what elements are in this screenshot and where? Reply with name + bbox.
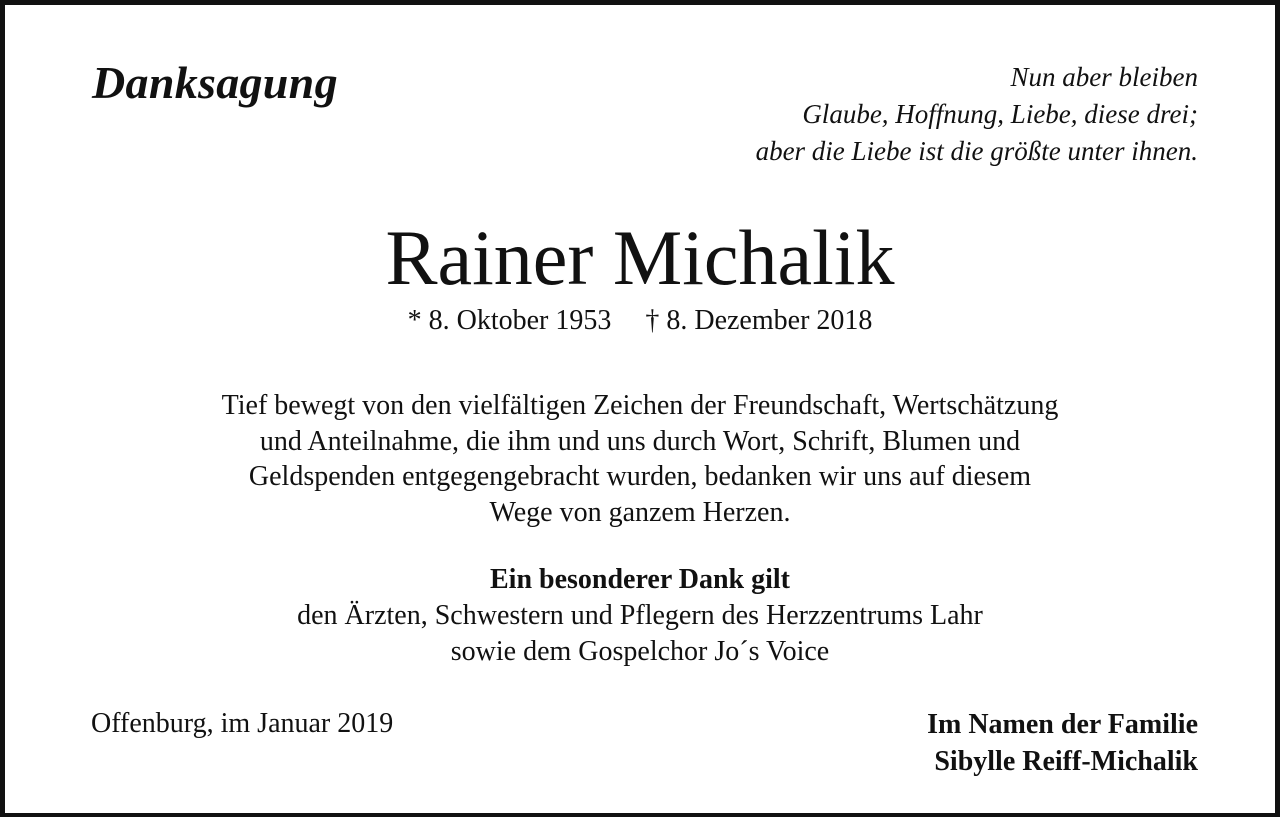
signature-line: Im Namen der Familie	[927, 709, 1198, 740]
place-and-date: Offenburg, im Januar 2019	[91, 708, 394, 739]
family-signature	[927, 706, 1198, 780]
thank-you-paragraph	[0, 388, 1280, 530]
paragraph-line: und Anteilnahme, die ihm und uns durch Wort, Schrift, Blumen und	[259, 425, 1021, 457]
life-dates	[0, 303, 1280, 339]
special-thanks-heading: Ein besonderer Dank gilt	[489, 564, 790, 595]
bible-verse	[756, 59, 1198, 170]
special-thanks-line: sowie dem Gospelchor Jo´s Voice	[450, 636, 830, 667]
birth-date: * 8. Oktober 1953	[407, 305, 612, 336]
signature-line: Sibylle Reiff-Michalik	[934, 746, 1198, 777]
paragraph-line: Geldspenden entgegengebracht wurden, bedanken wir uns auf diesem	[248, 461, 1032, 492]
notice-title: Danksagung	[92, 57, 338, 108]
verse-line: Glaube, Hoffnung, Liebe, diese drei;	[802, 99, 1198, 129]
special-thanks	[0, 562, 1280, 670]
paragraph-line: Wege von ganzem Herzen.	[489, 496, 791, 528]
verse-line: Nun aber bleiben	[1010, 62, 1198, 92]
verse-line: aber die Liebe ist die größte unter ihnen.	[755, 136, 1198, 166]
paragraph-line: Tief bewegt von den vielfältigen Zeichen der Freundschaft, Wertschätzung	[221, 390, 1059, 421]
death-date: † 8. Dezember 2018	[645, 305, 873, 336]
deceased-name: Rainer Michalik	[385, 214, 895, 301]
special-thanks-line: den Ärzten, Schwestern und Pflegern des Herzzentrums Lahr	[297, 600, 983, 631]
